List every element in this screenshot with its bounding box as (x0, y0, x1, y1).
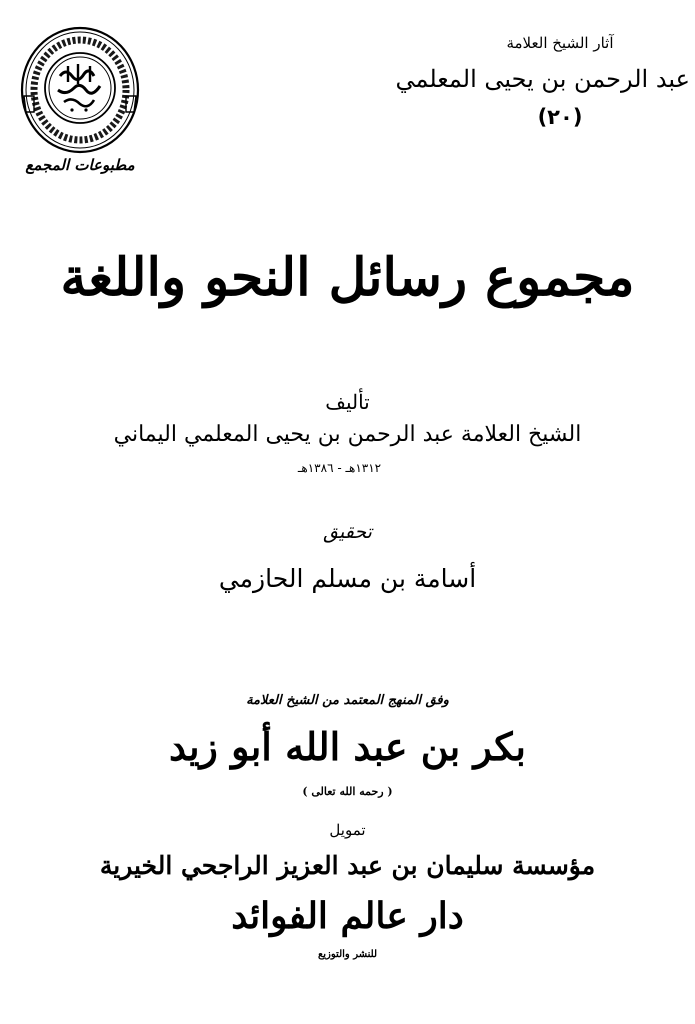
funder-name: مؤسسة سليمان بن عبد العزيز الراجحي الخيرية (99, 851, 596, 880)
scholar-prayer: ( رحمه الله تعالى ) (302, 785, 393, 798)
book-title: مجموع رسائل النحو واللغة (60, 247, 635, 308)
editor-name: أسامة بن مسلم الحازمي (218, 564, 477, 593)
publisher-tagline: للنشر والتوزيع (317, 949, 378, 960)
seal-emblem-icon (20, 26, 140, 156)
author-dates: ١٣١٢هـ - ١٣٨٦هـ (297, 461, 382, 475)
series-author: عبد الرحمن بن يحيى المعلمي (395, 65, 690, 93)
scholar-name: بكر بن عبد الله أبو زيد (169, 724, 526, 769)
authorship-label: تأليف (325, 390, 370, 414)
funding-label: تمويل (329, 821, 366, 839)
series-header (395, 30, 690, 129)
editing-label: تحقيق (323, 521, 372, 543)
logo-caption: مطبوعات المجمع (25, 156, 135, 174)
series-number: (٢٠) (537, 105, 583, 129)
series-label: آثار الشيخ العلامة (506, 34, 614, 52)
methodology-label: وفق المنهج المعتمد من الشيخ العلامة (246, 693, 449, 708)
publisher-name: دار عالم الفوائد (231, 895, 464, 937)
author-name: الشيخ العلامة عبد الرحمن بن يحيى المعلمي اليماني (113, 422, 582, 447)
